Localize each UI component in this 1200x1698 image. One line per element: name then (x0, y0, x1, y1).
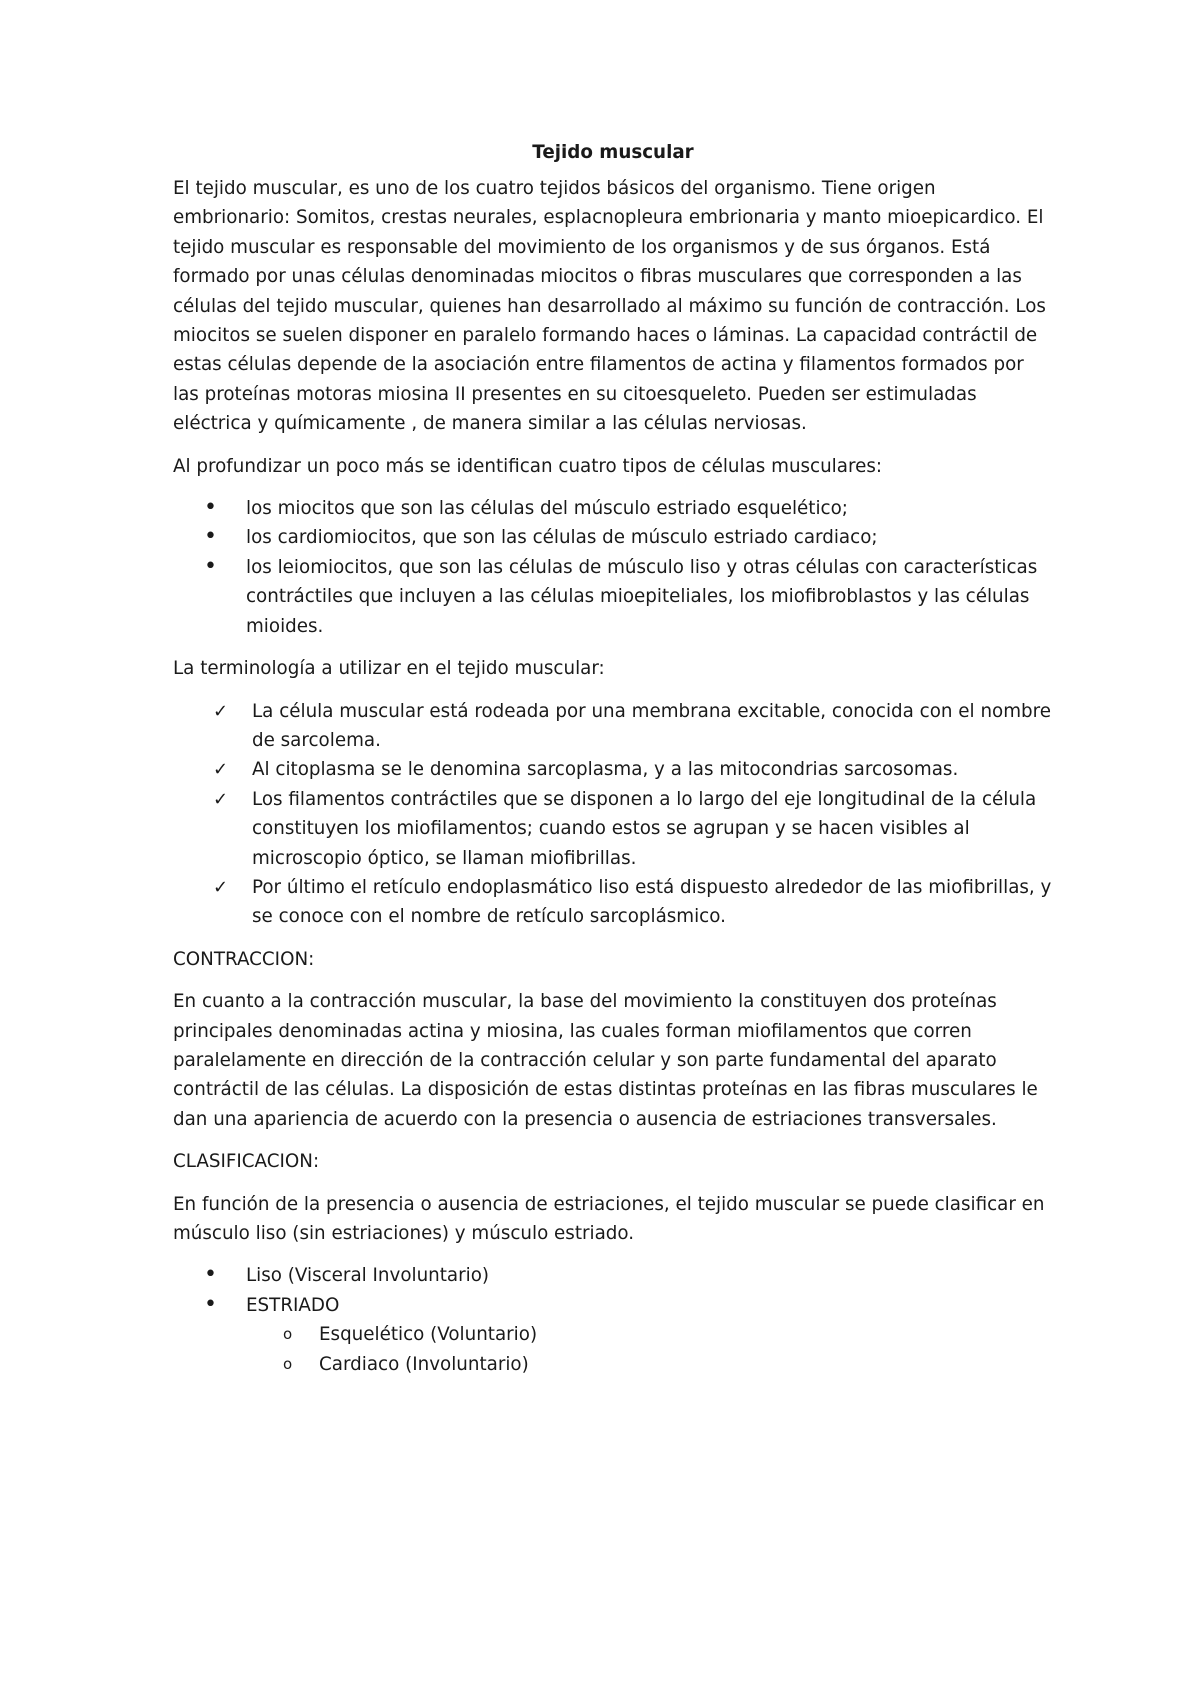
list-item (173, 1320, 1053, 1349)
page-content (173, 138, 1053, 1379)
list-item (173, 1291, 1053, 1320)
list-item: • los leiomiocitos, que son las células de músculo liso y otras células con características contráctiles que incluyen a las células mioepiteliales, los miofibroblastos y las células mioides. (173, 553, 1053, 641)
classification-list (173, 1261, 1053, 1320)
check-icon: ✓ (213, 700, 229, 722)
terms-intro: La terminología a utilizar en el tejido muscular: (173, 658, 605, 680)
terminology-list (173, 697, 1053, 932)
list-item (173, 755, 1053, 784)
types-intro: Al profundizar un poco más se identifican cuatro tipos de células musculares: (173, 455, 883, 477)
contraccion-paragraph: En cuanto a la contracción muscular, la base del movimiento la constituyen dos proteínas principales denominadas actina y miosina, las cuales forman miofilamentos que corren paralelamente en dirección de la contracción celular y son parte fundamental del aparato contráctil de las células. La disposición de estas distintas proteínas en las fibras musculares le dan una apariencia de acuerdo con la presencia o ausencia de estriaciones transversales. (173, 991, 1038, 1130)
clasificacion-paragraph: En función de la presencia o ausencia de estriaciones, el tejido muscular se puede clasificar en músculo liso (sin estriaciones) y músculo estriado. (173, 1193, 1045, 1244)
list-item-text: Esquelético (Voluntario) (319, 1324, 538, 1346)
list-item-text: Los filamentos contráctiles que se disponen a lo largo del eje longitudinal de la célula constituyen los miofilamentos; cuando estos se agrupan y se hacen visibles al microscopio óptico, se llaman miofibrillas. (252, 788, 1037, 869)
check-icon: ✓ (213, 759, 229, 781)
list-item (173, 697, 1053, 756)
document-title: Tejido muscular (532, 142, 694, 163)
cell-types-list (173, 494, 1053, 641)
list-item (173, 785, 1053, 873)
list-item (173, 873, 1053, 932)
circle-bullet-icon: o (283, 1325, 293, 1344)
list-item-text: Por último el retículo endoplasmático liso está dispuesto alrededor de las miofibrillas, y se conoce con el nombre de retículo sarcoplásmico. (252, 876, 1052, 928)
list-item: • los cardiomiocitos, que son las células de músculo estriado cardiaco; (173, 523, 1053, 552)
clasificacion-heading: CLASIFICACION: (173, 1151, 320, 1173)
check-icon: ✓ (213, 876, 229, 898)
list-item: • Liso (Visceral Involuntario) (173, 1261, 1053, 1290)
list-item-text: Al citoplasma se le denomina sarcoplasma, y a las mitocondrias sarcosomas. (252, 759, 959, 781)
contraccion-heading: CONTRACCION: (173, 948, 315, 970)
intro-paragraph: El tejido muscular, es uno de los cuatro tejidos básicos del organismo. Tiene origen embrionario: Somitos, crestas neurales, esplacnopleura embrionaria y manto mioepicardico. El tejido muscular es responsable del movimiento de los organismos y de sus órganos. Está formado por unas células denominadas miocitos o fibras musculares que corresponden a las células del tejido muscular, quienes han desarrollado al máximo su función de contracción. Los miocitos se suelen disponer en paralelo formando haces o láminas. La capacidad contráctil de estas células depende de la asociación entre filamentos de actina y filamentos formados por las proteínas motoras miosina II presentes en su citoesqueleto. Pueden ser estimuladas eléctrica y químicamente , de manera similar a las células nerviosas. (173, 178, 1046, 435)
list-item-text: ESTRIADO (246, 1294, 340, 1316)
estriado-sublist (173, 1320, 1053, 1379)
list-item (173, 1350, 1053, 1379)
list-item-text: La célula muscular está rodeada por una membrana excitable, conocida con el nombre de sarcolema. (252, 700, 1051, 751)
circle-bullet-icon: o (283, 1354, 293, 1373)
check-icon: ✓ (213, 788, 229, 810)
list-item: • los miocitos que son las células del músculo estriado esquelético; (173, 494, 1053, 523)
list-item-text: Cardiaco (Involuntario) (319, 1353, 529, 1375)
